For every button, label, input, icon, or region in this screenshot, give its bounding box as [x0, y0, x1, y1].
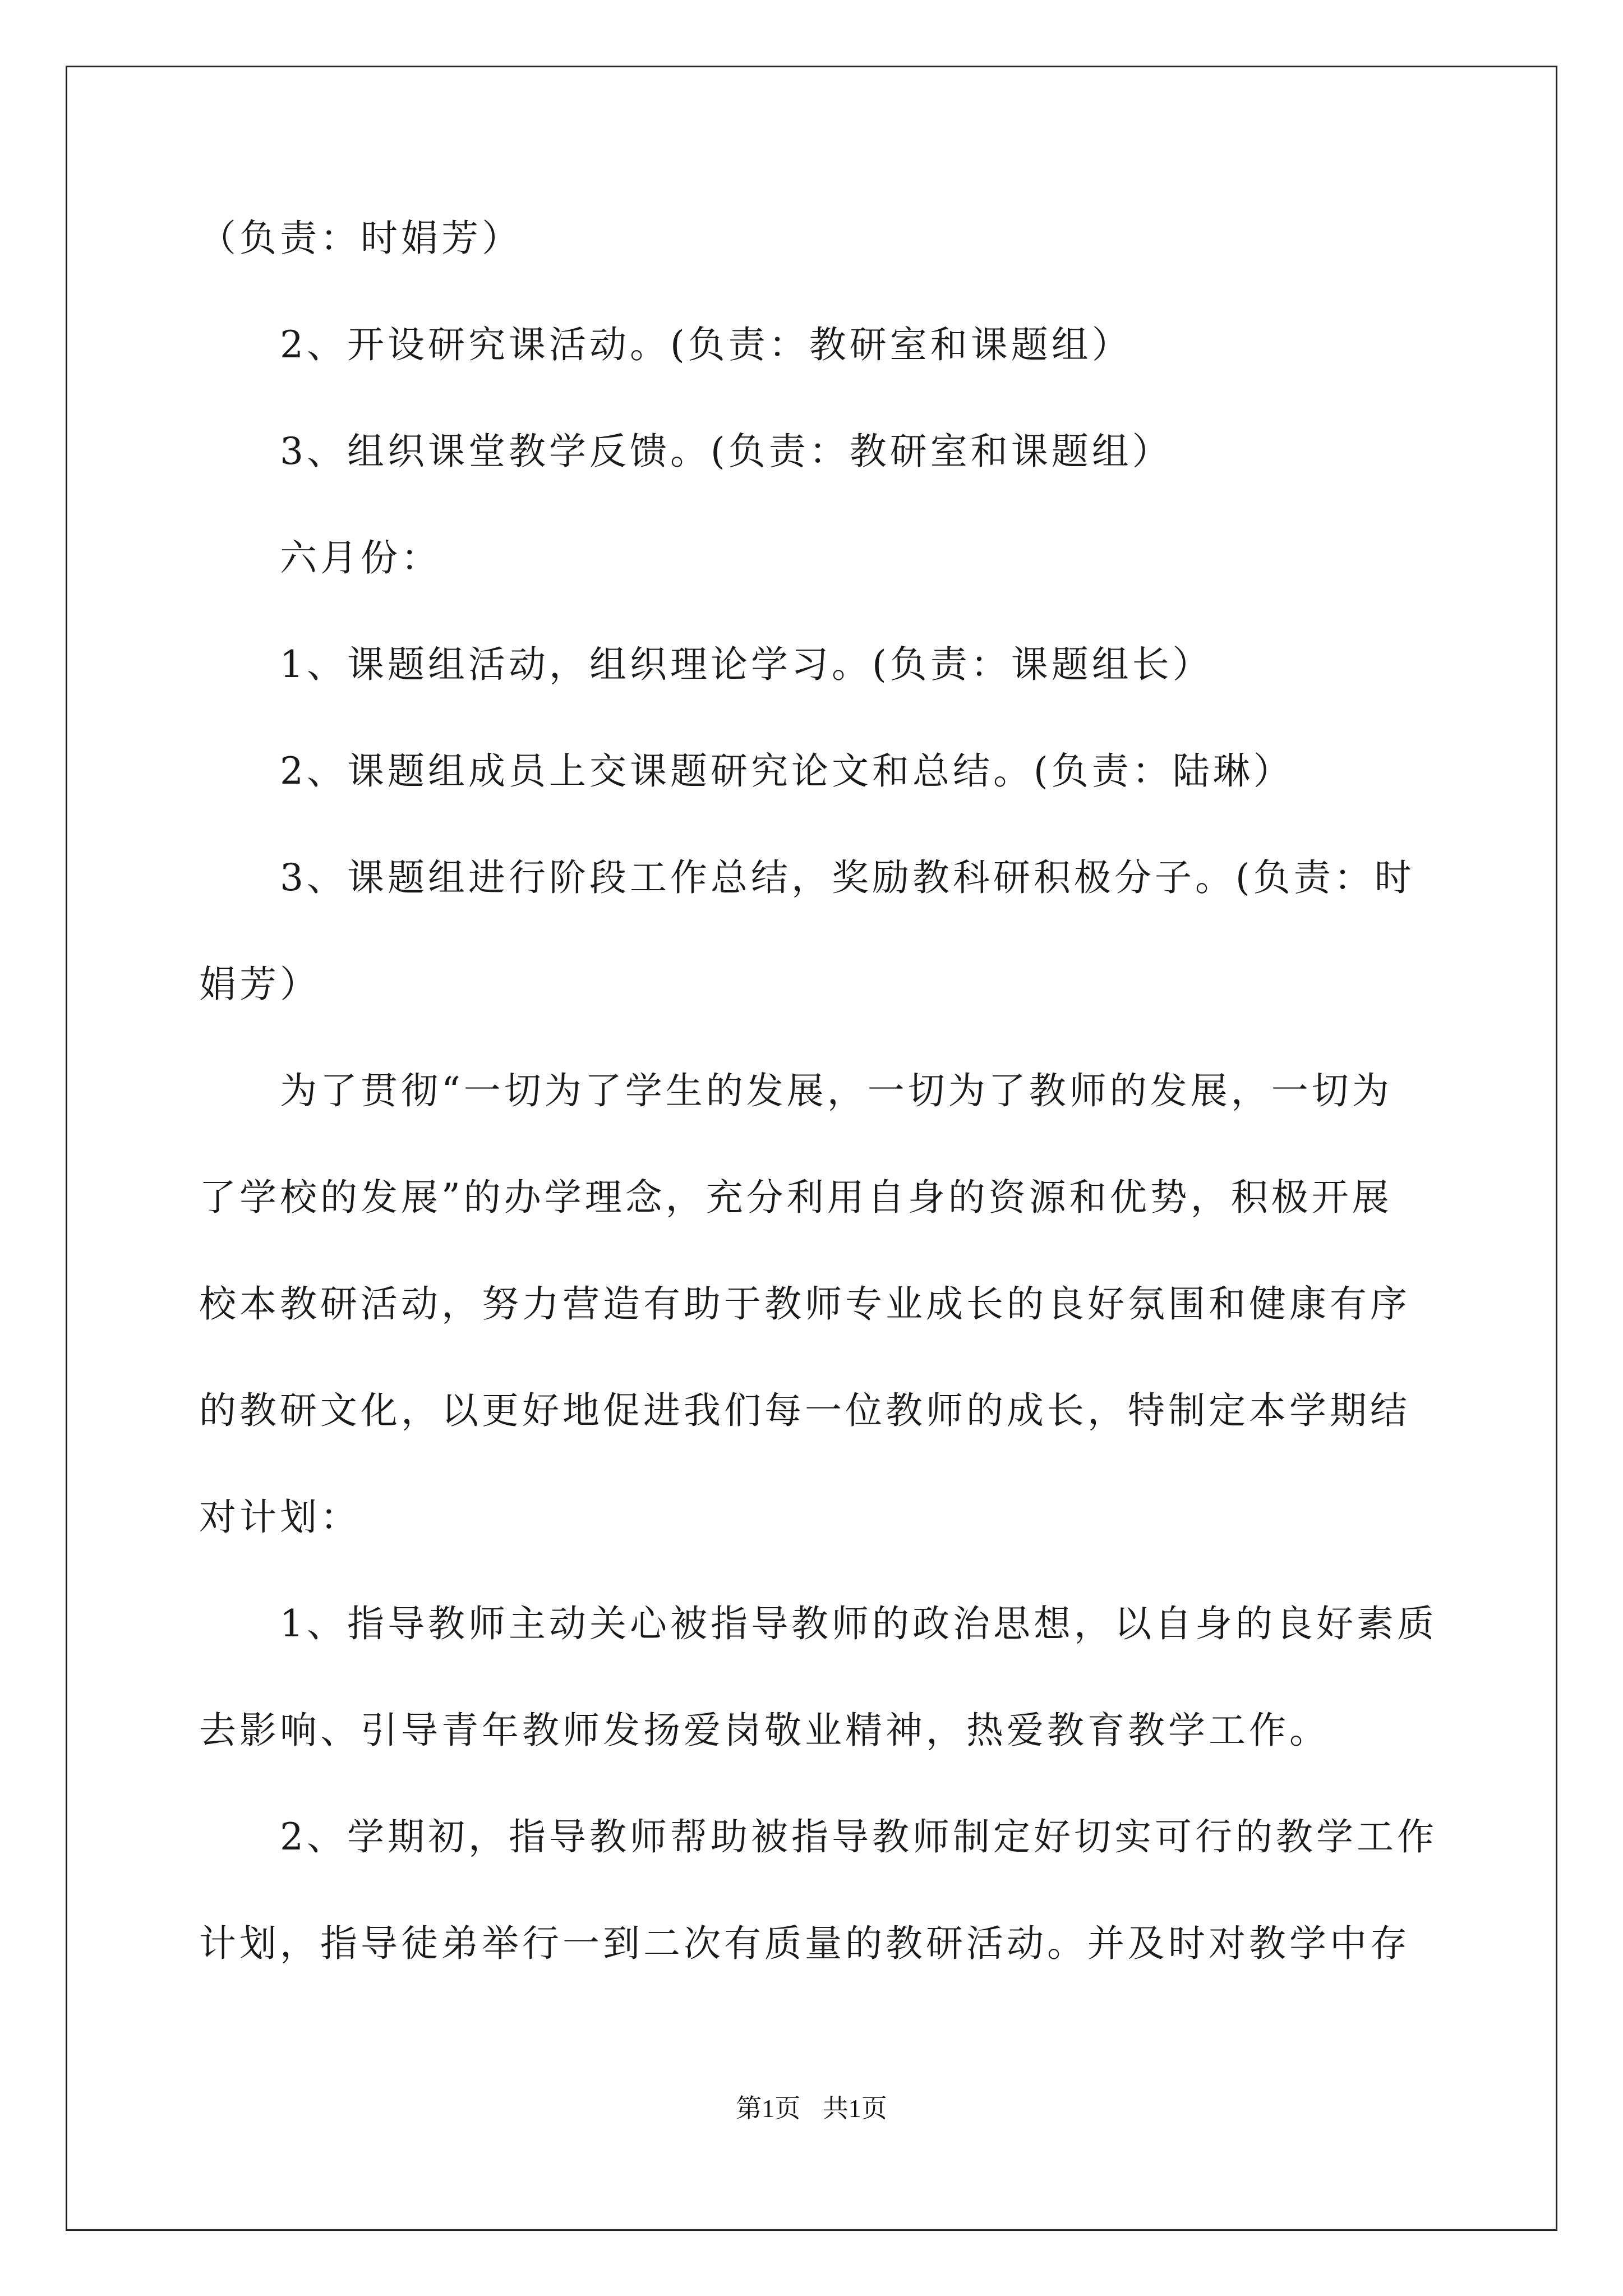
text-line: 娟芳）	[199, 963, 320, 1006]
page-number-total: 共1页	[822, 2094, 887, 2123]
text-line: 的教研文化，以更好地促进我们每一位教师的成长，特制定本学期结	[199, 1389, 1410, 1432]
text-line: 2、开设研究课活动。(负责：教研室和课题组）	[199, 323, 1132, 366]
page-footer	[0, 2088, 1623, 2125]
text-line: 2、学期初，指导教师帮助被指导教师制定好切实可行的教学工作	[199, 1815, 1437, 1858]
text-line: 去影响、引导青年教师发扬爱岗敬业精神，热爱教育教学工作。	[199, 1709, 1330, 1752]
page-number-current: 第1页	[736, 2094, 801, 2123]
text-line: 1、指导教师主动关心被指导教师的政治思想，以自身的良好素质	[199, 1602, 1437, 1645]
page-border	[66, 66, 1557, 2231]
text-line: 了学校的发展”的办学理念，充分利用自身的资源和优势，积极开展	[199, 1176, 1393, 1219]
text-line: 2、课题组成员上交课题研究论文和总结。(负责：陆琳）	[199, 749, 1294, 793]
text-line: 1、课题组活动，组织理论学习。(负责：课题组长）	[199, 643, 1213, 686]
text-line: 六月份：	[199, 536, 441, 579]
text-line: 为了贯彻“一切为了学生的发展，一切为了教师的发展，一切为	[199, 1069, 1393, 1112]
text-line: （负责：时娟芳）	[199, 217, 522, 260]
text-line: 对计划：	[199, 1496, 361, 1539]
text-line: 校本教研活动，努力营造有助于教师专业成长的良好氛围和健康有序	[199, 1282, 1410, 1326]
text-line: 3、组织课堂教学反馈。(负责：教研室和课题组）	[199, 430, 1173, 473]
text-line: 计划，指导徒弟举行一到二次有质量的教研活动。并及时对教学中存	[199, 1922, 1410, 1965]
text-line: 3、课题组进行阶段工作总结，奖励教科研积极分子。(负责：时	[199, 856, 1415, 899]
